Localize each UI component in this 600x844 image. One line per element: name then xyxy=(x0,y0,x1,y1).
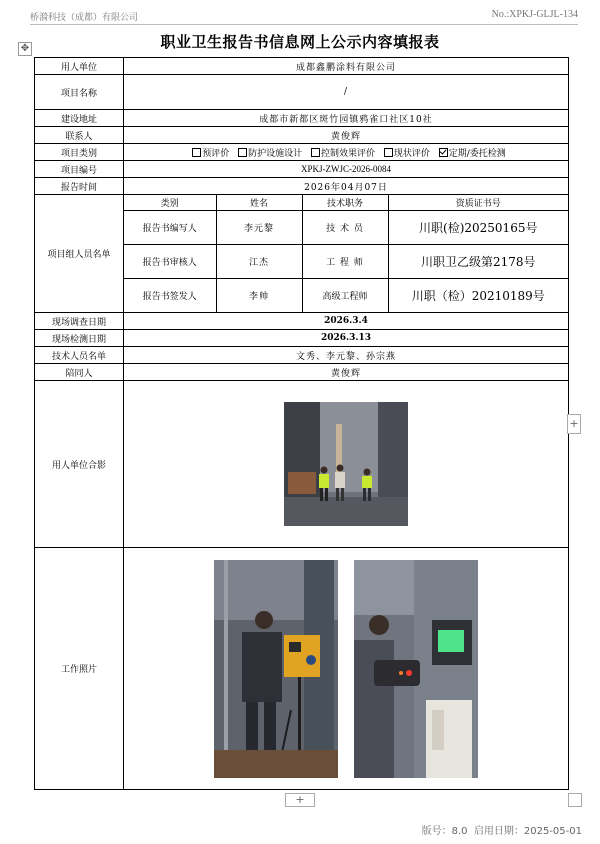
add-column-plus-icon[interactable]: + xyxy=(567,414,581,434)
table-move-handle-icon[interactable]: ✥ xyxy=(18,42,32,56)
team-cell xyxy=(124,195,569,313)
test-date-value: 2026.3.13 xyxy=(124,330,569,347)
checkbox-icon xyxy=(384,148,393,157)
report-time-label: 报告时间 xyxy=(35,178,124,195)
address-value: 成都市新都区斑竹园镇鸦雀口社区10社 xyxy=(124,110,569,127)
work-photo-2-image xyxy=(354,560,478,778)
team-row-cert: 川职(检)20250165号 xyxy=(388,210,568,244)
team-row-cert: 川职（检）20210189号 xyxy=(388,278,568,312)
contact-value: 黄俊辉 xyxy=(124,127,569,144)
info-table xyxy=(34,57,569,790)
checkbox-status-assessment[interactable]: 现状评价 xyxy=(378,149,430,159)
work-photos-cell xyxy=(124,548,569,790)
contact-label: 联系人 xyxy=(35,127,124,144)
work-photos-row xyxy=(124,560,568,778)
team-row-role: 报告书审核人 xyxy=(124,244,216,278)
checkbox-icon xyxy=(311,148,320,157)
address-label: 建设地址 xyxy=(35,110,124,127)
team-header-cert: 资质证书号 xyxy=(388,195,568,210)
tech-staff-value: 文秀、李元黎、孙宗燕 xyxy=(124,347,569,364)
checkbox-icon xyxy=(192,148,201,157)
survey-date-value: 2026.3.4 xyxy=(124,313,569,330)
table-resize-handle-icon[interactable] xyxy=(568,793,582,807)
team-row-name: 李元黎 xyxy=(216,210,302,244)
employer-value: 成都鑫鹏涂料有限公司 xyxy=(124,58,569,75)
group-photo-image xyxy=(284,402,408,526)
escort-label: 陪同人 xyxy=(35,364,124,381)
escort-value: 黄俊辉 xyxy=(124,364,569,381)
header-doc-no: No.:XPKJ-GLJL-134 xyxy=(491,9,578,20)
checkbox-control-effect[interactable]: 控制效果评价 xyxy=(305,149,375,159)
checkbox-checked-icon xyxy=(439,148,448,157)
group-photo-cell xyxy=(124,381,569,548)
header-divider xyxy=(30,24,578,25)
checkbox-pre-assessment[interactable]: 预评价 xyxy=(186,149,229,159)
project-name-value: / xyxy=(124,75,569,110)
team-row-name: 李帅 xyxy=(216,278,302,312)
survey-date-label: 现场调查日期 xyxy=(35,313,124,330)
team-table xyxy=(124,195,568,312)
checkbox-icon xyxy=(238,148,247,157)
team-row-title: 技 术 员 xyxy=(302,210,388,244)
header-company: 桥漪科技（成都）有限公司 xyxy=(30,13,139,23)
category-label: 项目类别 xyxy=(35,144,124,161)
tech-staff-label: 技术人员名单 xyxy=(35,347,124,364)
checkbox-periodic-testing[interactable]: 定期/委托检测 xyxy=(433,149,506,159)
team-row-name: 江杰 xyxy=(216,244,302,278)
footer-version: 版号：8.0 启用日期：2025-05-01 xyxy=(421,826,582,837)
checkbox-protection-design[interactable]: 防护设施设计 xyxy=(232,149,302,159)
project-name-label: 项目名称 xyxy=(35,75,124,110)
category-options xyxy=(124,144,569,161)
team-row-role: 报告书编写人 xyxy=(124,210,216,244)
report-time-value: 2026年04月07日 xyxy=(124,178,569,195)
work-photo-1-image xyxy=(214,560,338,778)
add-row-plus-icon[interactable]: + xyxy=(285,793,315,807)
report-no-value: XPKJ-ZWJC-2026-0084 xyxy=(124,161,569,178)
team-row-title: 高级工程师 xyxy=(302,278,388,312)
work-photos-label: 工作照片 xyxy=(35,548,124,790)
report-no-label: 项目编号 xyxy=(35,161,124,178)
team-label: 项目组人员名单 xyxy=(35,195,124,313)
group-photo-label: 用人单位合影 xyxy=(35,381,124,548)
team-header-category: 类别 xyxy=(124,195,216,210)
team-header-name: 姓名 xyxy=(216,195,302,210)
team-row-role: 报告书签发人 xyxy=(124,278,216,312)
employer-label: 用人单位 xyxy=(35,58,124,75)
test-date-label: 现场检测日期 xyxy=(35,330,124,347)
team-row-title: 工 程 师 xyxy=(302,244,388,278)
page-title: 职业卫生报告书信息网上公示内容填报表 xyxy=(160,33,440,51)
team-header-title: 技术职务 xyxy=(302,195,388,210)
team-row-cert: 川职卫乙级第2178号 xyxy=(388,244,568,278)
